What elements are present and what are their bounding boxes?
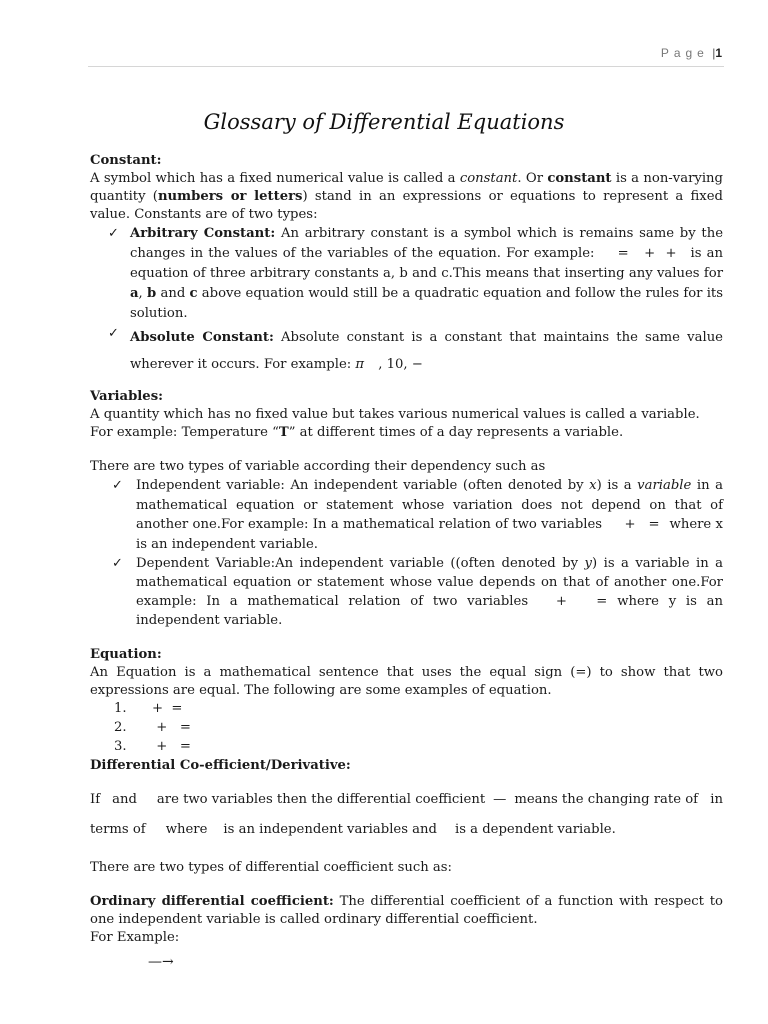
item-number: 1. [114,701,127,716]
equation-fragment: + = [152,739,191,754]
text-run: The differential coefficient of a function with respect to one independent variable is called ordinary differential coefficient. [90,894,723,927]
list-item [90,719,723,738]
spacer [90,378,723,388]
text-run: , 10, − [374,357,423,372]
text-run: b [147,286,157,301]
derivative-example-arrow: —→ [148,954,174,970]
constant-definition [90,170,723,224]
text-run: Arbitrary Constant: [130,226,276,241]
text-run: is a dependent variable. [454,822,616,837]
derivative-definition-line-1 [90,785,723,815]
variables-example [90,424,723,442]
derivative-definition-line-2 [90,815,723,845]
equation-fragment: + = [152,720,191,735]
text-run: is an equation of three arbitrary constants a, b and c.This means that inserting any values for [130,246,723,281]
page-header [661,46,722,60]
spacer [90,775,723,785]
absolute-constant-item [90,324,723,378]
constant-heading: Constant: [90,153,162,168]
variables-definition: A quantity which has no fixed value but takes various numerical values is called a variable. [90,407,700,422]
text-run: An arbitrary constant is a symbol which is remains same by the changes in the values of the variables of the equation. For example: [130,226,724,261]
independent-variable-item [90,476,723,554]
checkmark-icon: ✓ [112,478,123,493]
text-run: means the changing rate of [514,792,699,807]
text-run [90,785,698,815]
text-run: c [189,286,198,301]
text-run: ) is a [596,478,638,493]
variables-heading: Variables: [90,389,163,404]
text-run: where [165,822,208,837]
text-run: ) stand in an expressions or equations to represent a fixed value. Constants are of two types: [90,189,723,222]
equation-fragment: = + + [617,246,677,261]
text-run: terms of [90,822,146,837]
text-run: and [156,286,190,301]
text-run: where x is an independent variable. [136,517,723,552]
text-run: is an independent variables and [223,822,437,837]
arbitrary-constant-item [90,224,723,324]
equation-fragment: + = [555,594,608,609]
equation-definition: An Equation is a mathematical sentence that uses the equal sign (=) to show that two expressions are equal. The following are some examples of equation. [90,665,723,698]
derivative-heading: Differential Co-efficient/Derivative: [90,758,351,773]
text-run: is a non-varying quantity ( [90,171,723,204]
spacer [90,630,723,646]
item-number: 3. [114,739,127,754]
text-run: constant [459,171,518,186]
text-run: a [130,286,139,301]
text-run: are two variables then the differential coefficient [156,792,486,807]
text-run: Dependent Variable:An independent variable ((often denoted by [136,556,585,571]
item-number: 2. [114,720,127,735]
text-run: in [710,792,723,807]
page-separator: | [712,46,716,60]
text-run: ” at different times of a day represents a variable. [288,425,624,440]
text-run: y [584,556,592,571]
text-run: numbers or letters [157,189,303,204]
text-run: x [589,478,597,493]
document-title: Glossary of Differential Equations [203,110,565,134]
text-run: For example: Temperature “ [90,425,279,440]
text-run: . Or [517,171,548,186]
spacer [90,442,723,458]
checkmark-icon: ✓ [108,226,119,241]
checkmark-icon: ✓ [108,326,119,341]
equation-heading: Equation: [90,647,162,662]
dependent-variable-item [90,554,723,630]
list-item [90,738,723,757]
text-run: If [90,792,101,807]
list-item [90,700,723,719]
page-number: 1 [715,46,722,60]
example-label: For Example: [90,930,180,945]
text-run: in a mathematical equation or statement whose variation does not depend on that of another one.For example: In a mathematical relation of two variables [136,478,723,532]
text-run: ) is a variable in a mathematical equation or statement whose value depends on that of another one.For example: In a mathematical relation of two variables [136,556,724,609]
header-divider [88,66,724,67]
text-run: T [278,425,289,440]
text-run: Absolute constant is a constant that maintains the same value wherever it occurs. For example: [130,330,723,372]
text-run: where y is an independent variable. [136,594,724,628]
text-run: and [112,792,137,807]
text-run: above equation would still be a quadratic equation and follow the rules for its solution. [130,286,724,321]
text-run: Independent variable: An independent variable (often denoted by [136,478,590,493]
fraction-bar: — [493,792,507,807]
equation-fragment: + = [624,517,660,532]
text-run: Absolute Constant: [130,330,274,345]
spacer [90,845,723,859]
document-body [90,152,723,971]
text-run: variable [637,478,692,493]
equation-fragment: + = [152,701,183,716]
checkmark-icon: ✓ [112,556,123,571]
spacer [90,877,723,893]
text-run: , [138,286,147,301]
text-run: A symbol which has a fixed numerical value is called a [90,171,460,186]
text-run: Ordinary differential coefficient: [90,894,334,909]
ordinary-differential-coefficient [90,893,723,929]
page-label: Page [660,46,709,60]
text-run: constant [547,171,612,186]
derivative-types-intro: There are two types of differential coefficient such as: [90,860,452,875]
variables-types-intro: There are two types of variable according their dependency such as [90,459,546,474]
pi-symbol: π [355,357,365,372]
